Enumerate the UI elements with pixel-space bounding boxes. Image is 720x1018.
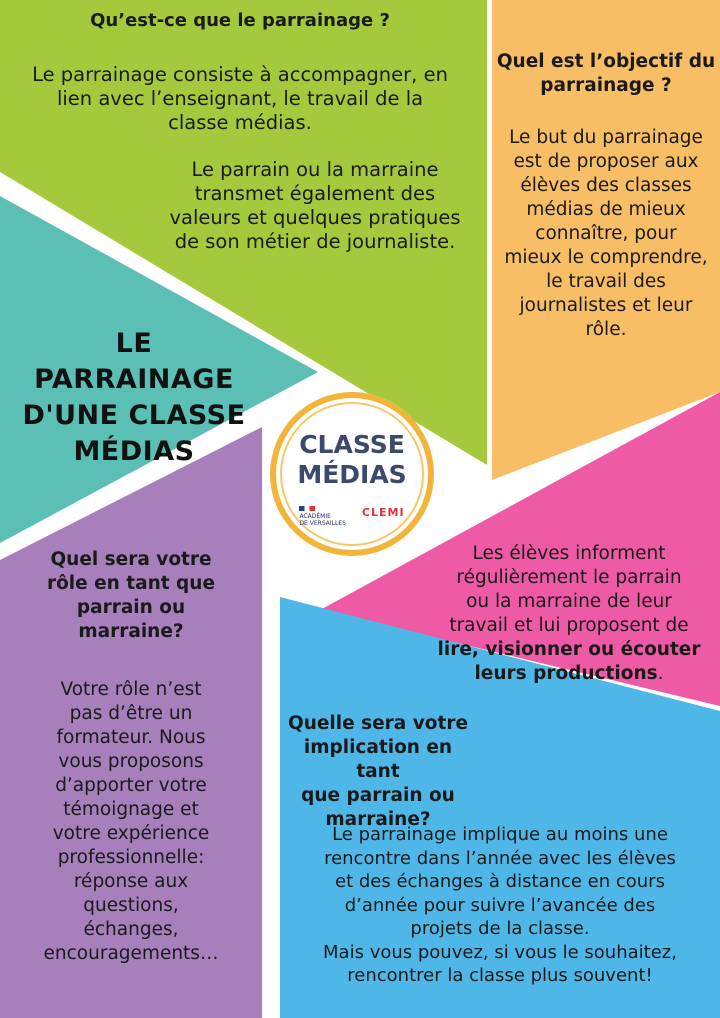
text-line: votre expérience [52, 823, 210, 844]
blue-question [280, 712, 476, 832]
text-line: réponse aux [73, 871, 189, 892]
text-line: pas d’être un [69, 703, 193, 724]
text-line: vous proposons [58, 751, 204, 772]
text-line: ou la marraine de leur [466, 591, 672, 612]
poster-title [14, 326, 254, 470]
green-paragraph-2 [155, 158, 475, 254]
purple-body [0, 678, 262, 966]
orange-body [492, 126, 720, 342]
bold-line: lire, visionner ou écouter [437, 639, 701, 660]
text-line: échanges, [83, 919, 179, 940]
academie-line: DE VERSAILLES [299, 520, 346, 527]
period: . [657, 663, 664, 684]
text-line: lien avec l’enseignant, le travail de la [56, 87, 424, 110]
text-line: marraine? [78, 621, 184, 642]
text-line: marraine? [325, 809, 431, 830]
green-question: Qu’est-ce que le parrainage ? [90, 10, 390, 31]
text-line: parrain ou [76, 597, 186, 618]
text-line: classe médias. [168, 111, 312, 134]
text-line: Les élèves informent [472, 543, 666, 564]
text-line: Mais vous pouvez, si vous le souhaitez, [323, 941, 677, 963]
title-line: D'UNE CLASSE [22, 400, 246, 431]
title-line: MÉDIAS [73, 436, 195, 467]
title-line: LE PARRAINAGE [34, 328, 234, 395]
text-line: Votre rôle n’est [60, 679, 202, 700]
logo-footer [270, 506, 434, 527]
text-line: questions, [83, 895, 179, 916]
text-line: de son métier de journaliste. [174, 230, 456, 253]
text-line: Quel est l’objectif du [496, 51, 716, 72]
bold-text: leurs productions [474, 663, 658, 684]
academie-line: ACADÉMIE [299, 513, 331, 520]
logo-line-1: CLASSE [299, 430, 405, 459]
text-line: le travail des [546, 271, 666, 292]
bold-line-end [418, 662, 720, 686]
text-line: connaître, pour [535, 223, 677, 244]
text-line: Quelle sera votre [287, 713, 468, 734]
text-line: projets de la classe. [410, 918, 590, 939]
text-line: rencontre dans l’année avec les élèves [324, 847, 676, 869]
green-paragraph-1 [0, 63, 480, 135]
text-line: rôle en tant que [46, 573, 216, 594]
academie-logo [299, 506, 345, 527]
text-line: élèves des classes [520, 175, 692, 196]
text-line: rôle. [585, 319, 627, 340]
text-line: valeurs et quelques pratiques [169, 206, 461, 229]
orange-question [492, 50, 720, 98]
pink-body [418, 542, 720, 686]
text-line: Le parrainage consiste à accompagner, en [32, 63, 448, 86]
text-line: régulièrement le parrain [456, 567, 682, 588]
text-line: parrainage ? [540, 75, 672, 96]
clemi-logo: CLEMI [361, 506, 405, 519]
blue-body [280, 823, 720, 988]
text-line: formateur. Nous [56, 727, 206, 748]
classe-medias-logo [270, 392, 434, 556]
text-line: encouragements… [43, 943, 219, 964]
text-line: témoignage et [63, 799, 199, 820]
text-line: médias de mieux [526, 199, 686, 220]
text-line: implication en tant [303, 737, 453, 782]
logo-line-2: MÉDIAS [297, 460, 407, 489]
purple-question [0, 548, 262, 644]
text-line: professionnelle: [57, 847, 205, 868]
text-line: rencontrer la classe plus souvent! [347, 965, 653, 986]
text-line: et des échanges à distance en cours [335, 871, 665, 892]
text-line: est de proposer aux [513, 151, 699, 172]
text-line: Le but du parrainage [509, 127, 703, 148]
text-line: transmet également des [194, 182, 436, 205]
text-line: Le parrain ou la marraine [191, 158, 439, 181]
text-line: journalistes et leur [519, 295, 693, 316]
text-line: d’année pour suivre l’avancée des [344, 894, 656, 916]
text-line: Quel sera votre [50, 549, 212, 570]
text-line: d’apporter votre [55, 775, 207, 796]
text-line: Le parrainage implique au moins une [332, 824, 668, 845]
french-flag-icon [299, 506, 315, 511]
text-line: mieux le comprendre, [504, 247, 708, 268]
text-line: travail et lui proposent de [449, 615, 689, 636]
text-line: que parrain ou [301, 785, 455, 806]
